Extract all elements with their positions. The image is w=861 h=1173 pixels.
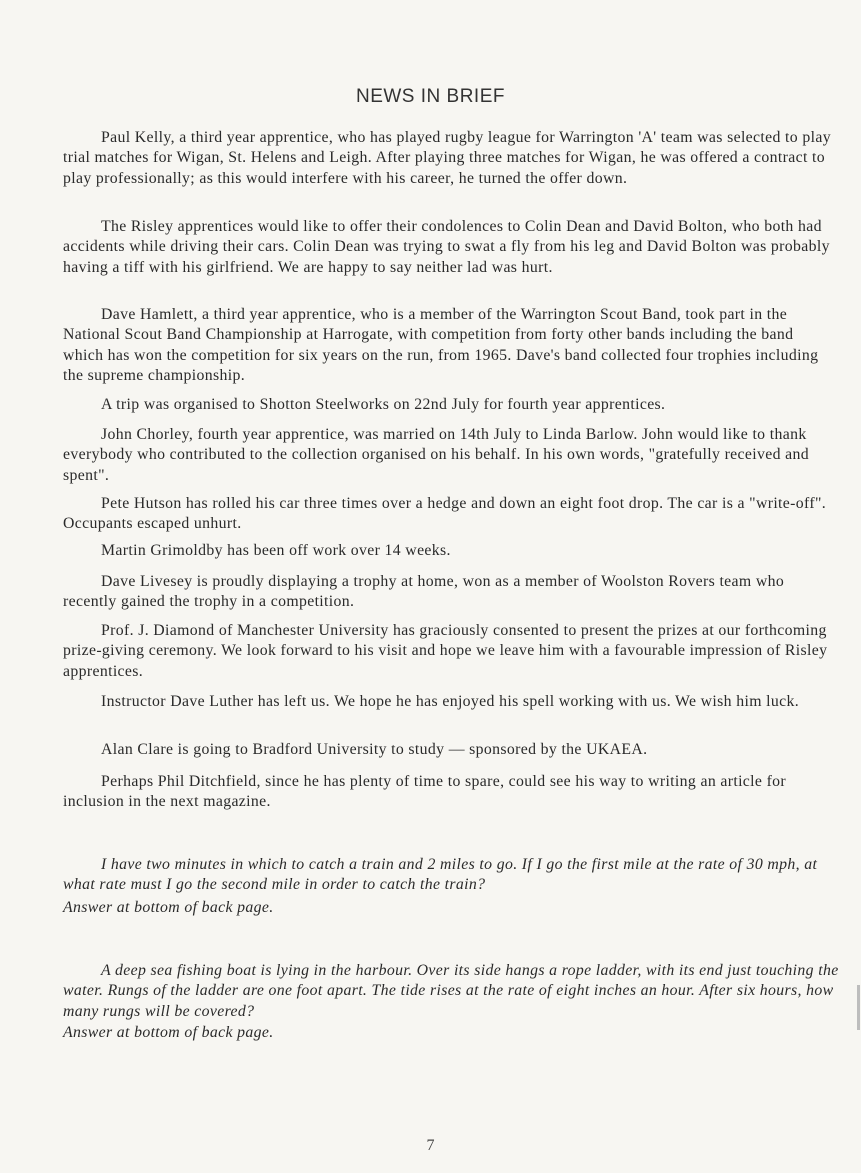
- news-item-dave-hamlett: Dave Hamlett, a third year apprentice, who is a member of the Warrington Scout Band, took part in the National Scout Band Championship at Harrogate, with competition from forty other bands including the band which has won the competition for six years on the run, from 1965. Dave's band collected four trophies including the supreme championship.: [63, 306, 819, 384]
- puzzle-ladder-answer-note: Answer at bottom of back page.: [63, 1024, 274, 1041]
- news-item-alan-clare: Alan Clare is going to Bradford University to study — sponsored by the UKAEA.: [101, 741, 648, 758]
- news-item-prof-diamond: Prof. J. Diamond of Manchester University has graciously consented to present the prizes at our forthcoming prize-giving ceremony. We look forward to his visit and hope we leave him with a favourable impression of Risley apprentices.: [63, 622, 828, 680]
- news-item-john-chorley: John Chorley, fourth year apprentice, was married on 14th July to Linda Barlow. John would like to thank everybody who contributed to the collection organised on his behalf. In his own words, "gratefully received and spent".: [63, 426, 810, 484]
- puzzle-train-answer-note: Answer at bottom of back page.: [63, 899, 274, 916]
- news-item-condolences: The Risley apprentices would like to offer their condolences to Colin Dean and David Bolton, who both had accidents while driving their cars. Colin Dean was trying to swat a fly from his leg and David Bolton was probably having a tiff with his girlfriend. We are happy to say neither lad was hurt.: [63, 218, 830, 276]
- page-title: NEWS IN BRIEF: [355, 86, 505, 107]
- news-item-martin-grimoldby: Martin Grimoldby has been off work over 14 weeks.: [101, 542, 451, 559]
- news-item-dave-livesey: Dave Livesey is proudly displaying a trophy at home, won as a member of Woolston Rovers team who recently gained the trophy in a competition.: [63, 573, 785, 611]
- news-item-shotton-trip: A trip was organised to Shotton Steelworks on 22nd July for fourth year apprentices.: [101, 396, 666, 413]
- news-item-paul-kelly: Paul Kelly, a third year apprentice, who has played rugby league for Warrington 'A' team was selected to play trial matches for Wigan, St. Helens and Leigh. After playing three matches for Wigan, he was offered a contract to play professionally; as this would interfere with his career, he turned the offer down.: [63, 129, 831, 187]
- news-item-phil-ditchfield: Perhaps Phil Ditchfield, since he has plenty of time to spare, could see his way to writing an article for inclusion in the next magazine.: [63, 773, 787, 811]
- news-item-dave-luther: Instructor Dave Luther has left us. We hope he has enjoyed his spell working with us. We wish him luck.: [101, 693, 800, 710]
- puzzle-train-question: I have two minutes in which to catch a train and 2 miles to go. If I go the first mile at the rate of 30 mph, at what rate must I go the second mile in order to catch the train?: [63, 856, 818, 894]
- news-item-pete-hutson: Pete Hutson has rolled his car three times over a hedge and down an eight foot drop. The car is a "write-off". Occupants escaped unhurt.: [63, 495, 827, 533]
- puzzle-ladder-question: A deep sea fishing boat is lying in the harbour. Over its side hangs a rope ladder, with its end just touching the water. Rungs of the ladder are one foot apart. The tide rises at the rate of eight inches an hour. After six hours, how many rungs will be covered?: [63, 962, 839, 1020]
- page-number: 7: [426, 1137, 435, 1154]
- scan-edge-mark: [857, 985, 860, 1030]
